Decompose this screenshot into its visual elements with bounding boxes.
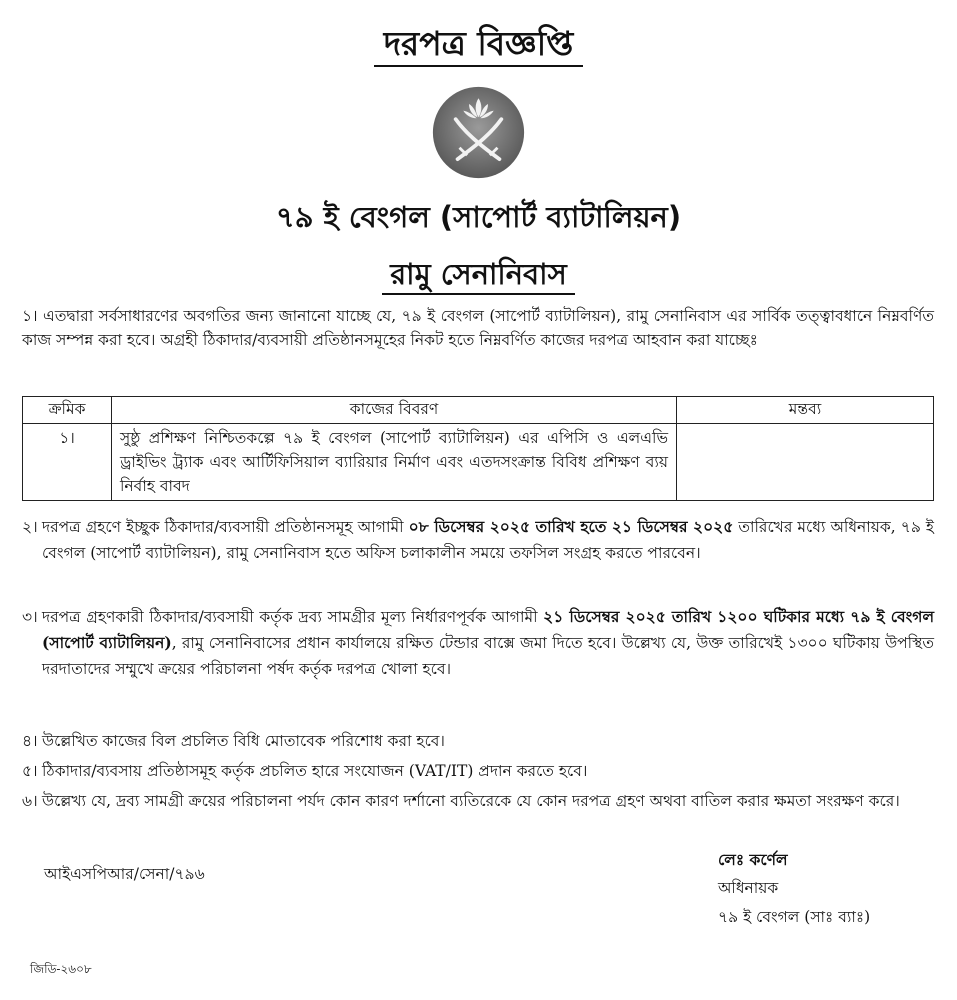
signatory-unit: ৭৯ ই বেংগল (সাঃ ব্যাঃ)	[718, 908, 871, 926]
item-6	[22, 788, 934, 814]
item-2	[22, 514, 934, 566]
reference-number: আইএসপিআর/সেনা/৭৯৬	[44, 865, 205, 883]
paragraph-text: এতদ্বারা সর্বসাধারণের অবগতির জন্য জানানো যাচ্ছে যে, ৭৯ ই বেংগল (সাপোর্ট ব্যাটালিয়ন), রামু সেনানিবাস এর সার্বিক তত্ত্বাবধানে নিম্নবর্ণিত কাজ সম্পন্ন করা হবে। অগ্রহী ঠিকাদার/ব্যবসায়ী প্রতিষ্ঠানসমূহের নিকট হতে নিম্নবর্ণিত কাজের দরপত্র আহবান করা যাচ্ছেঃ	[22, 307, 934, 349]
organization-name: ৭৯ ই বেংগল (সাপোর্ট ব্যাটালিয়ন)	[275, 200, 682, 234]
table-header-row	[23, 397, 934, 424]
signatory-rank: লেঃ কর্ণেল	[718, 850, 788, 869]
gd-number: জিডি-২৬০৮	[30, 962, 92, 976]
paragraph-1	[22, 304, 934, 352]
header-remarks: মন্তব্য	[677, 397, 934, 424]
item-4	[22, 728, 934, 754]
bangladesh-army-emblem-icon	[431, 85, 526, 180]
item-number: ৪।	[22, 732, 38, 750]
cantonment-name: রামু সেনানিবাস	[0, 252, 957, 301]
signature-block	[718, 845, 870, 932]
item-text: উল্লেখিত কাজের বিল প্রচলিত বিধি মোতাবেক পরিশোধ করা হবে।	[42, 732, 445, 750]
item-text: উল্লেখ্য যে, দ্রব্য সামগ্রী ক্রয়ের পরিচালনা পর্যদ কোন কারণ দর্শানো ব্যতিরেকে যে কোন দরপত্র গ্রহণ অথবা বাতিল করার ক্ষমতা সংরক্ষণ করে।	[42, 792, 900, 810]
notice-title: দরপত্র বিজ্ঞপ্তি	[0, 18, 957, 74]
cell-serial: ১।	[23, 424, 112, 501]
item-number: ৬।	[22, 792, 38, 810]
item-bold-deadline: ২১ ডিসেম্বর ২০২৫ তারিখ ১২০০ ঘটিকার মধ্যে ৭৯ ই বেংগল (সাপোর্ট ব্যাটালিয়ন)	[42, 607, 934, 652]
item-text: ঠিকাদার/ব্যবসায় প্রতিষ্ঠাসমূহ কর্তৃক প্রচলিত হারে সংযোজন (VAT/IT) প্রদান করতে হবে।	[42, 762, 588, 780]
header-description: কাজের বিবরণ	[112, 397, 677, 424]
work-table	[22, 396, 934, 501]
item-5	[22, 758, 934, 784]
cell-remarks	[677, 424, 934, 501]
item-text: দরপত্র গ্রহণকারী ঠিকাদার/ব্যবসায়ী কর্তৃক দ্রব্য সামগ্রীর মূল্য নির্ধারণপূর্বক আগামী	[42, 608, 538, 626]
item-number: ৩।	[22, 608, 38, 626]
item-number: ৫।	[22, 762, 38, 780]
paragraph-number: ১।	[22, 307, 38, 325]
item-text-cont: তারিখের মধ্যে অধিনায়ক, ৭৯ ই বেংগল (সাপোর্ট ব্যাটালিয়ন), রামু সেনানিবাস হতে অফিস চলাকালীন সময়ে তফসিল সংগ্রহ করতে পারবেন।	[42, 518, 934, 562]
signatory-designation: অধিনায়ক	[718, 879, 779, 897]
item-number: ২।	[22, 518, 38, 536]
header-serial: ক্রমিক	[23, 397, 112, 424]
item-text-cont: , রামু সেনানিবাসের প্রধান কার্যালয়ে রক্ষিত টেন্ডার বাক্সে জমা দিতে হবে। উল্লেখ্য যে, উক্ত তারিখেই ১৩০০ ঘটিকায় উপস্থিত দরদাতাদের সম্মুখে ক্রয়ের পরিচালনা পর্ষদ কর্তৃক দরপত্র খোলা হবে।	[42, 634, 934, 678]
cell-description: সুষ্ঠু প্রশিক্ষণ নিশ্চিতকল্পে ৭৯ ই বেংগল (সাপোর্ট ব্যাটালিয়ন) এর এপিসি ও এলএভি ড্রাইভিং ট্র্যাক এবং আর্টিফিসিয়াল ব্যারিয়ার নির্মাণ এবং এতদসংক্রান্ত বিবিধ প্রশিক্ষণ ব্যয় নির্বাহ বাবদ	[112, 424, 677, 501]
table-row	[23, 424, 934, 501]
item-text: দরপত্র গ্রহণে ইচ্ছুক ঠিকাদার/ব্যবসায়ী প্রতিষ্ঠানসমূহ আগামী	[42, 518, 404, 536]
item-3	[22, 604, 934, 682]
item-bold-dates: ০৮ ডিসেম্বর ২০২৫ তারিখ হতে ২১ ডিসেম্বর ২০২৫	[408, 517, 734, 536]
